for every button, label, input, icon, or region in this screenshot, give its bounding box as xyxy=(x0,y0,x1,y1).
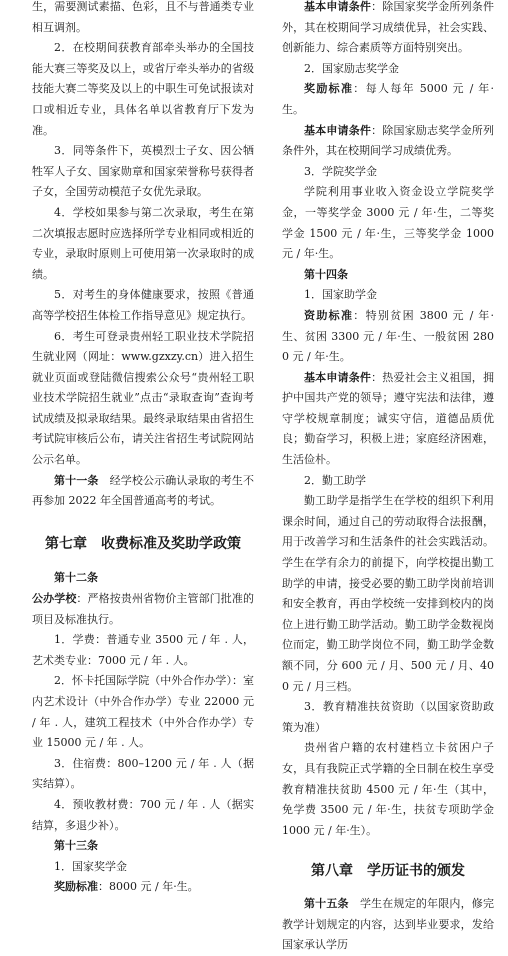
paragraph xyxy=(32,589,254,630)
standard-label: 奖励标准 xyxy=(304,82,354,96)
paragraph xyxy=(282,121,494,162)
condition-text: ：除国家奖学金所列条件外，其在校期间学习成绩优异，社会实践、创新能力、综合素质等方面特别突出。 xyxy=(282,0,494,55)
paragraph xyxy=(32,877,254,898)
paragraph: 5．对考生的身体健康要求，按照《普通高等学校招生体检工作指导意见》规定执行。 xyxy=(32,288,254,322)
article-label: 第十二条 xyxy=(54,571,98,585)
fee-item: 4．预收教材费：700 元 / 年 . 人（据实结算，多退少补）。 xyxy=(32,797,254,832)
condition-text: ：热爱社会主义祖国，拥护中国共产党的领导；遵守宪法和法律，遵守学校规章制度；诚实守信，道德品质优良；勤奋学习，积极上进；家庭经济困难，生活俭朴。 xyxy=(282,370,494,467)
chapter-title: 第八章 学历证书的颁发 xyxy=(311,863,465,880)
subheading: 3．学院奖学金 xyxy=(304,164,377,178)
public-school-text: ：严格按贵州省物价主管部门批准的项目及标准执行。 xyxy=(32,592,254,626)
paragraph: 6．考生可登录贵州轻工职业技术学院招生就业网（网址：www.gzxzy.cn）进入招生就业页面或登陆微信搜索公众号“贵州轻工职业技术学院招生就业”点击“录取查询”查询考试成绩及拟录取结果。最终录取结果由省招生考试院审核后公布，请关注省招生考试院网站公示名单。 xyxy=(32,329,254,467)
standard-label: 资助标准 xyxy=(304,308,354,322)
standard-text: ：特别贫困 3800 元 / 年·生、贫困 3300 元 / 年·生、一般贫困 2800 元 / 年·生。 xyxy=(282,308,495,364)
left-column xyxy=(32,0,254,898)
article-text: 经学校公示确认录取的考生不再参加 2022 年全国普通高考的考试。 xyxy=(32,473,255,508)
condition-label: 基本申请条件 xyxy=(304,0,372,13)
subheading: 1．国家助学金 xyxy=(304,288,377,302)
paragraph xyxy=(282,79,494,120)
paragraph xyxy=(282,306,494,368)
paragraph: 4．学校如果参与第二次录取，考生在第二次填报志愿时应选择所学专业相同或相近的专业，录取时原则上可使用第一次录取时的成绩。 xyxy=(32,205,254,281)
condition-text: ：除国家励志奖学金所列条件外，其在校期间学习成绩优秀。 xyxy=(282,123,494,158)
standard-label: 奖励标准 xyxy=(54,880,98,894)
article-text: 学生在规定的年限内，修完教学计划规定的内容，达到毕业要求，发给国家承认学历 xyxy=(282,896,494,952)
condition-label: 基本申请条件 xyxy=(304,370,372,384)
fee-item: 1．学费：普通专业 3500 元 / 年 . 人，艺术类专业：7000 元 / 年 . 人。 xyxy=(32,633,254,667)
subheading: 2．勤工助学 xyxy=(304,473,366,487)
article-label: 第十三条 xyxy=(54,839,98,853)
paragraph: 勤工助学是指学生在学校的组织下利用课余时间，通过自己的劳动取得合法报酬，用于改善学习和生活条件的社会实践活动。学生在学有余力的前提下，向学校提出勤工助学的申请，接受必要的勤工助学岗前培训和安全教育，再由学校统一安排到校内的岗位上进行勤工助学活动。勤工助学金数视岗位而定，勤工助学岗位不同，勤工助学金数额不同，分 600 元 / 月、500 元 / 月、400 元 / 月三档。 xyxy=(282,494,494,693)
article-label: 第十四条 xyxy=(304,267,348,281)
subheading: 2．国家励志奖学金 xyxy=(304,61,399,75)
right-column xyxy=(282,0,494,956)
article-15 xyxy=(282,894,494,956)
article-11 xyxy=(32,471,254,512)
paragraph: 贵州省户籍的农村建档立卡贫困户子女，具有我院正式学籍的全日制在校生享受教育精准扶贫助 4500 元 / 年·生（其中，免学费 3500 元 / 年·生，扶贫专项助学金 1000 元 / 年·生）。 xyxy=(282,741,494,837)
article-14 xyxy=(282,265,494,286)
article-label: 第十五条 xyxy=(304,896,349,910)
fee-item: 3．住宿费：800–1200 元 / 年 . 人（据实结算）。 xyxy=(32,756,254,791)
paragraph: 3．同等条件下，英模烈士子女、因公牺牲军人子女、国家勋章和国家荣誉称号获得者子女，全国劳动模范子女优先录取。 xyxy=(32,144,254,199)
article-label: 第十一条 xyxy=(54,473,99,487)
paragraph: 2．在校期间获教育部牵头举办的全国技能大赛三等奖及以上，或省厅牵头举办的省级技能大赛二等奖及以上的中职生可免试报读对口或相近专业，具体名单以省教育厅下发为准。 xyxy=(32,41,254,137)
condition-label: 基本申请条件 xyxy=(304,123,372,137)
public-school-label: 公办学校 xyxy=(32,592,77,606)
article-12 xyxy=(32,568,254,589)
fee-item: 2．怀卡托国际学院（中外合作办学）：室内艺术设计（中外合作办学）专业 22000 元 / 年 . 人，建筑工程技术（中外合作办学）专业 15000 元 / 年 . 人。 xyxy=(32,674,254,750)
paragraph: 学院利用事业收入资金设立学院奖学金，一等奖学金 3000 元 / 年·生，二等奖学金 1500 元 / 年·生，三等奖学金 1000 元 / 年·生。 xyxy=(282,185,494,261)
paragraph xyxy=(282,368,494,471)
standard-text: ：8000 元 / 年·生。 xyxy=(98,880,199,894)
paragraph: 生，需要测试素描、色彩，且不与普通类专业相互调剂。 xyxy=(32,0,254,34)
chapter-title: 第七章 收费标准及奖助学政策 xyxy=(45,535,241,552)
article-13 xyxy=(32,836,254,857)
standard-text: ：每人每年 5000 元 / 年·生。 xyxy=(282,82,495,116)
paragraph xyxy=(282,0,494,59)
subheading: 3．教育精准扶贫资助（以国家资助政策为准） xyxy=(282,700,494,734)
subheading: 1．国家奖学金 xyxy=(54,859,127,873)
